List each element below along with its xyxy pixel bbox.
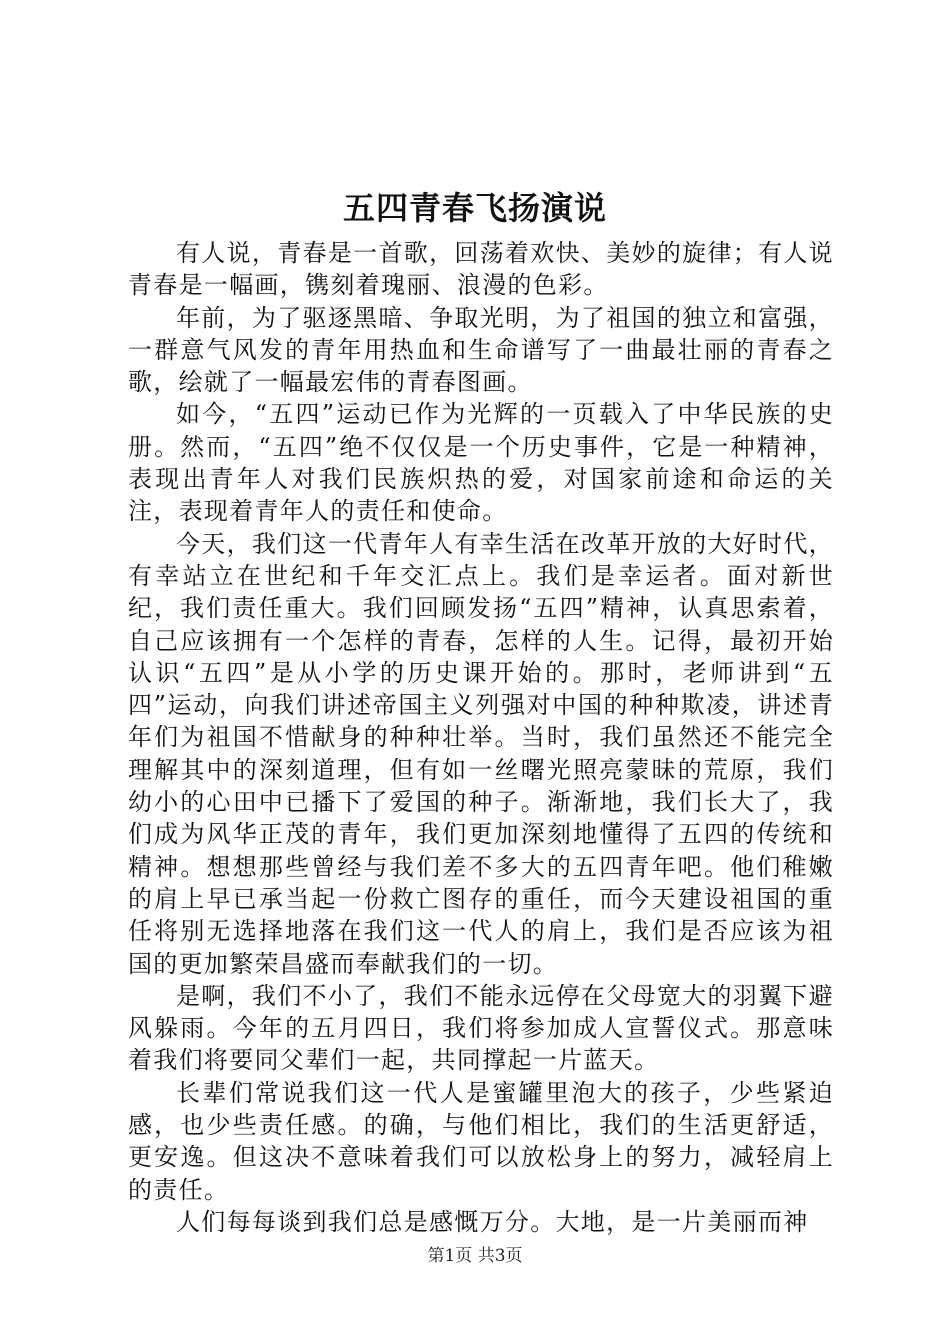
document-title: 五四青春飞扬演说	[342, 189, 607, 227]
paragraph: 是啊，我们不小了，我们不能永远停在父母宽大的羽翼下避风躲雨。今年的五月四日，我们将参加成人宣誓仪式。那意味着我们将要同父辈们一起，共同撑起一片蓝天。	[128, 981, 834, 1075]
paragraph: 年前，为了驱逐黑暗、争取光明，为了祖国的独立和富强，一群意气风发的青年用热血和生命谱写了一曲最壮丽的青春之歌，绘就了一幅最宏伟的青春图画。	[128, 303, 834, 397]
page-number-footer: 第1页 共3页	[427, 1246, 523, 1266]
paragraph: 有人说，青春是一首歌，回荡着欢快、美妙的旋律；有人说青春是一幅画，镌刻着瑰丽、浪漫的色彩。	[128, 239, 834, 300]
paragraph: 如今，“五四”运动已作为光辉的一页载入了中华民族的史册。然而，“五四”绝不仅仅是一个历史事件，它是一种精神，表现出青年人对我们民族炽热的爱，对国家前途和命运的关注，表现着青年人的责任和使命。	[128, 400, 834, 526]
paragraph: 今天，我们这一代青年人有幸生活在改革开放的大好时代，有幸站立在世纪和千年交汇点上。我们是幸运者。面对新世纪，我们责任重大。我们回顾发扬“五四”精神，认真思索着，自己应该拥有一个怎样的青春，怎样的人生。记得，最初开始认识“五四”是从小学的历史课开始的。那时，老师讲到“五四”运动，向我们讲述帝国主义列强对中国的种种欺凌，讲述青年们为祖国不惜献身的种种壮举。当时，我们虽然还不能完全理解其中的深刻道理，但有如一丝曙光照亮蒙昧的荒原，我们幼小的心田中已播下了爱国的种子。渐渐地，我们长大了，我们成为风华正茂的青年，我们更加深刻地懂得了五四的传统和精神。想想那些曾经与我们差不多大的五四青年吧。他们稚嫩的肩上早已承当起一份救亡图存的重任，而今天建设祖国的重任将别无选择地落在我们这一代人的肩上，我们是否应该为祖国的更加繁荣昌盛而奉献我们的一切。	[128, 529, 834, 978]
paragraph: 长辈们常说我们这一代人是蜜罐里泡大的孩子，少些紧迫感，也少些责任感。的确，与他们相比，我们的生活更舒适，更安逸。但这决不意味着我们可以放松身上的努力，减轻肩上的责任。	[128, 1078, 834, 1204]
document-body	[128, 237, 834, 1238]
paragraph: 人们每每谈到我们总是感慨万分。大地，是一片美丽而神	[176, 1207, 809, 1236]
